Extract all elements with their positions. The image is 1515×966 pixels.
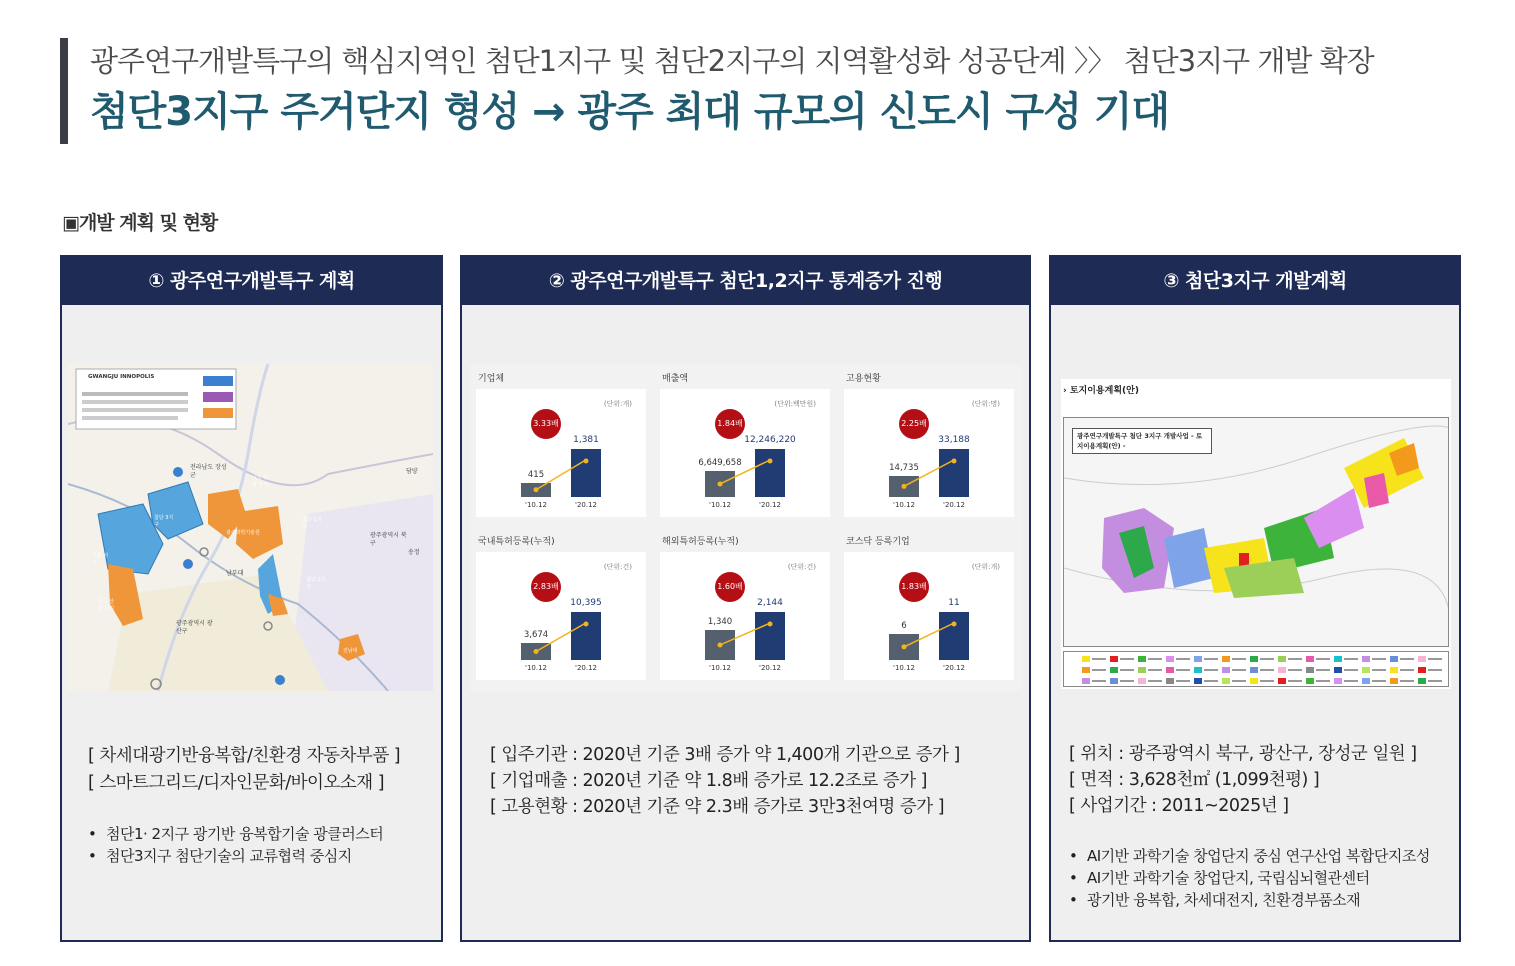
map-label: 전라남도 장성군 bbox=[190, 464, 227, 479]
legend-swatch bbox=[1362, 678, 1370, 684]
x-tick-label: '20.12 bbox=[759, 664, 781, 672]
legend-text-placeholder bbox=[1204, 680, 1218, 682]
panel-innopolis-plan bbox=[60, 255, 443, 942]
legend-text-placeholder bbox=[1176, 680, 1190, 682]
legend-swatch bbox=[1082, 656, 1090, 662]
legend-swatch bbox=[1194, 678, 1202, 684]
trend-arrow bbox=[844, 552, 1014, 680]
panel-heading: ③ 첨단3지구 개발계획 bbox=[1051, 257, 1459, 305]
legend-swatch bbox=[1334, 656, 1342, 662]
trend-point bbox=[902, 644, 907, 649]
legend-swatch bbox=[1278, 678, 1286, 684]
statistics-charts bbox=[470, 365, 1022, 691]
panel-district3-plan bbox=[1049, 255, 1461, 942]
chart-unit: (단위:건) bbox=[787, 563, 816, 571]
trend-point bbox=[718, 481, 723, 486]
growth-badge: 3.33배 bbox=[531, 409, 561, 439]
map-label: 진곡 산업 단지 bbox=[98, 599, 115, 612]
trend-point bbox=[718, 643, 723, 648]
legend-swatch bbox=[1278, 667, 1286, 673]
legend-text-placeholder bbox=[1372, 680, 1386, 682]
chart-title: 매출액 bbox=[662, 374, 689, 384]
legend-text-placeholder bbox=[1344, 658, 1358, 660]
panel3-line: [ 위치 : 광주광역시 북구, 광산구, 장성군 일원 ] bbox=[1069, 744, 1417, 764]
value-label-2010: 1,340 bbox=[707, 617, 733, 627]
x-tick-label: '10.12 bbox=[525, 664, 547, 672]
legend-swatch bbox=[1222, 667, 1230, 673]
trend-point bbox=[768, 459, 773, 464]
panel3-bullets bbox=[1069, 845, 1430, 911]
value-label-2010: 6 bbox=[901, 620, 907, 631]
value-label-2010: 14,735 bbox=[889, 462, 919, 473]
map-label: 첨단 2지구 bbox=[306, 577, 326, 590]
legend-swatch bbox=[1362, 667, 1370, 673]
trend-point bbox=[534, 649, 539, 654]
panel2-line: [ 기업매출 : 2020년 기준 약 1.8배 증가로 12.2조로 증가 ] bbox=[490, 771, 927, 791]
legend-swatch bbox=[1362, 656, 1370, 662]
legend-swatch bbox=[1082, 667, 1090, 673]
chart-unit: (단위:백만원) bbox=[774, 400, 816, 408]
legend-swatch bbox=[1166, 667, 1174, 673]
map-label: 신룡 지구 bbox=[92, 553, 109, 566]
legend-swatch bbox=[1334, 678, 1342, 684]
value-label-2020: 12,246,220 bbox=[744, 435, 796, 445]
chart-card bbox=[660, 552, 830, 680]
panel3-line: [ 면적 : 3,628천㎡ (1,099천평) ] bbox=[1069, 770, 1320, 790]
legend-swatch bbox=[1194, 667, 1202, 673]
innopolis-map bbox=[68, 364, 433, 691]
section-label: ▣개발 계획 및 현황 bbox=[62, 212, 218, 234]
mini-bar-chart bbox=[660, 365, 843, 527]
legend-text-placeholder bbox=[1204, 669, 1218, 671]
legend-swatch bbox=[1390, 667, 1398, 673]
trend-line bbox=[720, 461, 768, 484]
legend-text-placeholder bbox=[1428, 669, 1442, 671]
chart-title: 해외특허등록(누적) bbox=[662, 537, 739, 547]
map-label: 광주광역시 광산구 bbox=[176, 620, 213, 635]
legend-text-placeholder bbox=[1092, 658, 1106, 660]
legend-text-placeholder bbox=[1372, 669, 1386, 671]
legend-swatch bbox=[1222, 656, 1230, 662]
legend-text-placeholder bbox=[1232, 680, 1246, 682]
legend-swatch bbox=[1138, 656, 1146, 662]
trend-point bbox=[534, 487, 539, 492]
panel-heading: ② 광주연구개발특구 첨단1,2지구 통계증가 진행 bbox=[462, 257, 1029, 305]
chart-unit: (단위:개) bbox=[603, 400, 632, 408]
legend-swatch bbox=[1138, 667, 1146, 673]
land-use-label: › 토지이용계획(안) bbox=[1063, 386, 1139, 396]
legend-swatch bbox=[1166, 656, 1174, 662]
legend-text-placeholder bbox=[1288, 658, 1302, 660]
value-label-2010: 6,649,658 bbox=[698, 457, 742, 468]
value-label-2010: 3,674 bbox=[523, 630, 549, 641]
trend-point bbox=[902, 484, 907, 489]
legend-text-placeholder bbox=[1288, 680, 1302, 682]
legend-text-placeholder bbox=[1260, 658, 1274, 660]
land-use-map bbox=[1063, 417, 1449, 647]
trend-arrow bbox=[660, 389, 830, 517]
legend-text-placeholder bbox=[1260, 669, 1274, 671]
chart-card bbox=[844, 389, 1014, 517]
bullet-item: • 첨단3지구 첨단기술의 교류협력 중심지 bbox=[88, 845, 383, 867]
mini-bar-chart bbox=[660, 528, 843, 690]
trend-point bbox=[584, 459, 589, 464]
bullet-item: • 첨단1· 2지구 광기반 융복합기술 광클러스터 bbox=[88, 823, 383, 845]
legend-text-placeholder bbox=[1428, 658, 1442, 660]
map-label: 나노 산업 단지 bbox=[252, 475, 269, 488]
legend-swatch bbox=[1250, 678, 1258, 684]
chart-unit: (단위:명) bbox=[971, 400, 1000, 408]
mini-bar-chart bbox=[844, 365, 1027, 527]
panel-heading: ① 광주연구개발특구 계획 bbox=[62, 257, 441, 305]
legend-swatch bbox=[1278, 656, 1286, 662]
legend-swatch bbox=[1334, 667, 1342, 673]
legend-text-placeholder bbox=[1148, 658, 1162, 660]
legend-text-placeholder bbox=[1232, 669, 1246, 671]
x-tick-label: '10.12 bbox=[709, 501, 731, 509]
growth-badge: 1.84배 bbox=[715, 409, 745, 439]
legend-text-placeholder bbox=[1344, 680, 1358, 682]
trend-point bbox=[584, 622, 589, 627]
legend-swatch bbox=[1194, 656, 1202, 662]
x-tick-label: '20.12 bbox=[759, 501, 781, 509]
map-label: 첨단 3지구 bbox=[154, 515, 174, 528]
trend-point bbox=[952, 459, 957, 464]
trend-line bbox=[536, 461, 584, 490]
trend-point bbox=[952, 622, 957, 627]
land-use-legend bbox=[1063, 651, 1449, 687]
page-header bbox=[60, 38, 1480, 144]
legend-text-placeholder bbox=[1092, 669, 1106, 671]
panel2-line: [ 입주기관 : 2020년 기준 3배 증가 약 1,400개 기관으로 증가 ] bbox=[490, 745, 960, 765]
map-label: 광주광역시 북구 bbox=[370, 532, 407, 547]
chart-title: 국내특허등록(누적) bbox=[478, 537, 555, 547]
chart-title: 고용현황 bbox=[846, 374, 881, 384]
panel3-line: [ 사업기간 : 2011~2025년 ] bbox=[1069, 796, 1289, 816]
legend-swatch bbox=[1306, 656, 1314, 662]
panel2-line: [ 고용현황 : 2020년 기준 약 2.3배 증가로 3만3천여명 증가 ] bbox=[490, 797, 945, 817]
legend-text-placeholder bbox=[1120, 669, 1134, 671]
trend-point bbox=[768, 622, 773, 627]
legend-swatch bbox=[1222, 678, 1230, 684]
value-label-2020: 11 bbox=[948, 598, 960, 608]
x-tick-label: '10.12 bbox=[893, 501, 915, 509]
legend-text-placeholder bbox=[1148, 669, 1162, 671]
legend-text-placeholder bbox=[1316, 669, 1330, 671]
chart-card bbox=[844, 552, 1014, 680]
legend-text-placeholder bbox=[1232, 658, 1246, 660]
legend-text-placeholder bbox=[1372, 658, 1386, 660]
legend-text-placeholder bbox=[1316, 680, 1330, 682]
panel1-line: [ 스마트그리드/디자인문화/바이오소재 ] bbox=[88, 773, 385, 793]
trend-line bbox=[904, 624, 952, 647]
legend-swatch bbox=[1110, 678, 1118, 684]
legend-swatch bbox=[1138, 678, 1146, 684]
legend-text-placeholder bbox=[1400, 658, 1414, 660]
growth-badge: 2.83배 bbox=[531, 572, 561, 602]
map-label: 첨단 1지구 bbox=[302, 517, 322, 530]
trend-arrow bbox=[844, 389, 1014, 517]
trend-line bbox=[904, 461, 952, 486]
map-label: 담양 bbox=[406, 468, 418, 475]
chart-title: 코스닥 등록기업 bbox=[846, 537, 910, 547]
mini-bar-chart bbox=[476, 528, 659, 690]
legend-text-placeholder bbox=[1092, 680, 1106, 682]
chart-card bbox=[476, 389, 646, 517]
value-label-2020: 33,188 bbox=[938, 435, 970, 445]
chart-card bbox=[476, 552, 646, 680]
legend-text-placeholder bbox=[1400, 680, 1414, 682]
map-label: 전남대 bbox=[343, 648, 358, 654]
page-subtitle: 광주연구개발특구의 핵심지역인 첨단1지구 및 첨단2지구의 지역활성화 성공단계 〉〉 첨단3지구 개발 확장 bbox=[90, 44, 1374, 78]
x-tick-label: '20.12 bbox=[575, 664, 597, 672]
trend-arrow bbox=[476, 389, 646, 517]
growth-badge: 1.83배 bbox=[899, 572, 929, 602]
chart-unit: (단위:개) bbox=[971, 563, 1000, 571]
mini-bar-chart bbox=[476, 365, 659, 527]
legend-swatch bbox=[1418, 656, 1426, 662]
land-use-plan bbox=[1061, 379, 1451, 689]
legend-text-placeholder bbox=[1148, 680, 1162, 682]
legend-text-placeholder bbox=[1176, 658, 1190, 660]
legend-text-placeholder bbox=[1260, 680, 1274, 682]
legend-swatch bbox=[1250, 667, 1258, 673]
legend-text-placeholder bbox=[1204, 658, 1218, 660]
legend-swatch bbox=[1418, 667, 1426, 673]
value-label-2020: 10,395 bbox=[570, 598, 602, 608]
value-label-2020: 2,144 bbox=[757, 598, 783, 608]
chart-title: 기업체 bbox=[478, 374, 505, 384]
value-label-2010: 415 bbox=[527, 469, 545, 480]
land-use-label-text: 토지이용계획(안) bbox=[1069, 386, 1139, 396]
trend-line bbox=[720, 624, 768, 645]
bullet-item: • AI기반 과학기술 창업단지 중심 연구산업 복합단지조성 bbox=[1069, 845, 1430, 867]
x-tick-label: '10.12 bbox=[893, 664, 915, 672]
x-tick-label: '10.12 bbox=[709, 664, 731, 672]
legend-text-placeholder bbox=[1344, 669, 1358, 671]
legend-swatch bbox=[1110, 656, 1118, 662]
plan-title: 광주연구개발특구 첨단 3지구 개발사업 - 토지이용계획(안) - bbox=[1072, 428, 1212, 454]
legend-text-placeholder bbox=[1316, 658, 1330, 660]
map-label: 송정 bbox=[408, 549, 420, 556]
legend-swatch bbox=[1082, 678, 1090, 684]
chart-unit: (단위:건) bbox=[603, 563, 632, 571]
x-tick-label: '10.12 bbox=[525, 501, 547, 509]
growth-badge: 1.60배 bbox=[715, 572, 745, 602]
legend-swatch bbox=[1418, 678, 1426, 684]
value-label-2020: 1,381 bbox=[573, 435, 599, 445]
legend-text-placeholder bbox=[1400, 669, 1414, 671]
legend-swatch bbox=[1250, 656, 1258, 662]
legend-text-placeholder bbox=[1120, 680, 1134, 682]
panel1-line: [ 차세대광기반융복합/친환경 자동차부품 ] bbox=[88, 746, 401, 766]
panel1-bullets bbox=[88, 823, 383, 867]
x-tick-label: '20.12 bbox=[575, 501, 597, 509]
legend-swatch bbox=[1390, 656, 1398, 662]
map-label: 광주과학기술원 bbox=[226, 530, 260, 536]
trend-arrow bbox=[476, 552, 646, 680]
legend-text-placeholder bbox=[1120, 658, 1134, 660]
trend-arrow bbox=[660, 552, 830, 680]
map-logo: GWANGJU INNOPOLIS bbox=[88, 374, 155, 380]
legend-text-placeholder bbox=[1428, 680, 1442, 682]
x-tick-label: '20.12 bbox=[943, 664, 965, 672]
bullet-item: • 광기반 융복합, 차세대전지, 친환경부품소재 bbox=[1069, 889, 1430, 911]
legend-swatch bbox=[1306, 667, 1314, 673]
legend-text-placeholder bbox=[1176, 669, 1190, 671]
legend-swatch bbox=[1166, 678, 1174, 684]
page-title: 첨단3지구 주거단지 형성 → 광주 최대 규모의 신도시 구성 기대 bbox=[90, 89, 1170, 135]
x-tick-label: '20.12 bbox=[943, 501, 965, 509]
legend-swatch bbox=[1306, 678, 1314, 684]
chart-card bbox=[660, 389, 830, 517]
panel-statistics bbox=[460, 255, 1031, 942]
legend-swatch bbox=[1390, 678, 1398, 684]
legend-text-placeholder bbox=[1288, 669, 1302, 671]
map-label: 남부대 bbox=[226, 570, 244, 577]
bullet-item: • AI기반 과학기술 창업단지, 국립심뇌혈관센터 bbox=[1069, 867, 1430, 889]
legend-swatch bbox=[1110, 667, 1118, 673]
growth-badge: 2.25배 bbox=[899, 409, 929, 439]
mini-bar-chart bbox=[844, 528, 1027, 690]
trend-line bbox=[536, 624, 584, 652]
